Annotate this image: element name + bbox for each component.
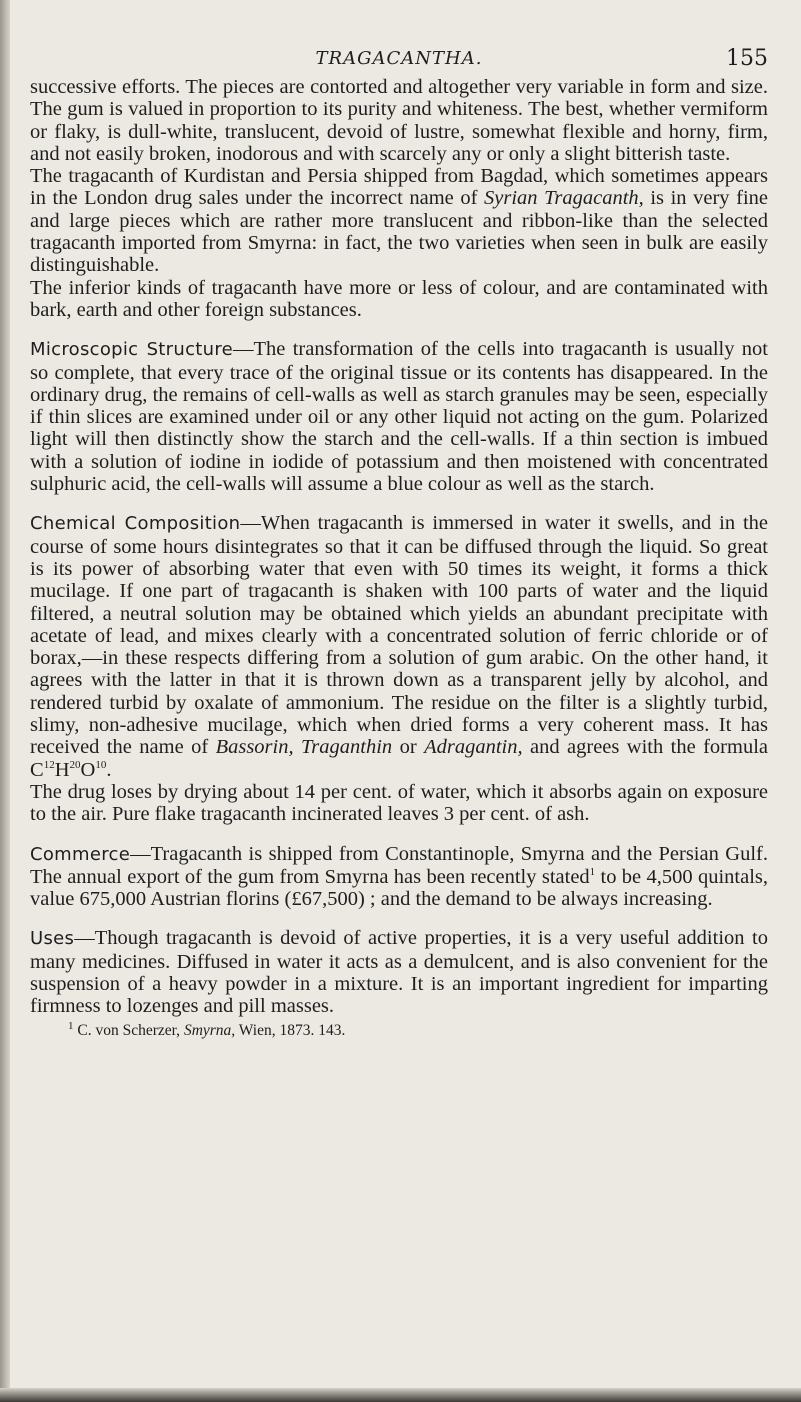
formula-element: O bbox=[80, 758, 96, 781]
formula-subscript: 10 bbox=[95, 758, 107, 771]
italic-term: Adragantin, bbox=[424, 736, 523, 759]
footnote-mark: 1 bbox=[68, 1019, 74, 1032]
paragraph: The drug loses by drying about 14 per cent. of water, which it absorbs again on exposure to the air. Pure flake tragacanth incinerated leaves 3 per cent. of ash. bbox=[30, 780, 768, 826]
text-run: The tragacanth of Kurdistan and Persia shipped from Bagdad, which sometimes appears in the London drug sales under the incorrect name of bbox=[30, 165, 768, 210]
section-heading: Microscopic Structure bbox=[30, 339, 234, 361]
section-heading: Chemical Composition bbox=[30, 513, 241, 535]
italic-term: Smyrna, bbox=[183, 1021, 236, 1039]
page-number: 155 bbox=[726, 46, 768, 71]
text-run: to be 4,500 quintals, value 675,000 Austrian florins (£67,500) ; and the demand to be always increasing. bbox=[30, 865, 768, 911]
page-shadow-bottom bbox=[0, 1388, 801, 1402]
paragraph: The inferior kinds of tragacanth have more or less of colour, and are contaminated with bark, earth and other foreign substances. bbox=[30, 276, 768, 321]
italic-term: Syrian Tragacanth, bbox=[484, 187, 644, 210]
text-run: —When tragacanth is immersed in water it swells, and in the course of some hours disintegrates so that it can be diffused through the liquid. So great is its power of absorbing water that even with 50 times its weight, it forms a thick mucilage. If one part of tragacanth is shaken with 100 parts of water and the liquid filtered, a neutral solution may be obtained which yields an abundant precipitate with acetate of lead, and mixes clearly with a concentrated solution of ferric chloride or of borax,—in these respects differing from a solution of gum arabic. On the other hand, it agrees with the latter in that it is thrown down as a transparent jelly by alcohol, and rendered turbid by oxalate of ammonium. The residue on the filter is a slightly turbid, slimy, non-adhesive mucilage, which when dried forms a very coherent mass. It has received the name of bbox=[30, 512, 768, 759]
paragraph-uses bbox=[30, 927, 768, 1017]
text-run: —The transformation of the cells into tragacanth is usually not so complete, that every trace of the original tissue or its contents has disappeared. In the ordinary drug, the remains of cell-walls as well as starch granules may be seen, especially if thin slices are examined under oil or any other liquid not acting on the gum. Polarized light will then distinctly show the starch and the cell-walls. If a thin section is imbued with a solution of iodine in iodide of potassium and then moistened with concentrated sulphuric acid, the cell-walls will assume a blue colour as well as the starch. bbox=[30, 338, 769, 496]
paragraph-chemical-composition bbox=[30, 512, 768, 781]
paragraph bbox=[30, 165, 768, 276]
text-run: and agrees with the formula C bbox=[30, 736, 768, 781]
page-header bbox=[30, 46, 768, 74]
paragraph: successive efforts. The pieces are contorted and altogether very variable in form and size. The gum is valued in proportion to its purity and whiteness. The best, whether vermiform or flaky, is dull-white, translucent, devoid of lustre, somewhat flexible and horny, firm, and not easily broken, inodorous and with scarcely any or only a slight bitterish taste. bbox=[30, 76, 768, 165]
text-run: C. von Scherzer, bbox=[73, 1021, 184, 1039]
italic-term: Bassorin, Traganthin bbox=[215, 736, 393, 759]
footnote bbox=[30, 1020, 768, 1042]
page-shadow-left bbox=[0, 0, 10, 1402]
paragraph-microscopic-structure bbox=[30, 338, 768, 495]
paragraph-commerce bbox=[30, 843, 768, 911]
formula-subscript: 12 bbox=[43, 758, 55, 771]
text-run: or bbox=[392, 736, 425, 759]
section-heading: Commerce bbox=[30, 843, 131, 865]
text-run: —Tragacanth is shipped from Constantinople, Smyrna and the Persian Gulf. The annual export of the gum from Smyrna has been recently stated bbox=[30, 842, 768, 888]
running-title: TRAGACANTHA. bbox=[315, 48, 483, 69]
text-run: Wien, 1873. 143. bbox=[235, 1021, 346, 1039]
text-run: . bbox=[106, 758, 112, 781]
formula-element: H bbox=[54, 758, 70, 781]
text-run: —Though tragacanth is devoid of active properties, it is a very useful addition to many medicines. Diffused in water it acts as a demulcent, and is also convenient for the suspension of a heavy powder in a mixture. It is an important ingredient for imparting firmness to lozenges and pill masses. bbox=[30, 927, 768, 1018]
formula-subscript: 20 bbox=[69, 758, 81, 771]
body-text bbox=[30, 76, 768, 1042]
text-run: is in very fine and large pieces which are rather more translucent and ribbon-like than the selected tragacanth imported from Smyrna: in fact, the two varieties when seen in bulk are easily distinguishable. bbox=[30, 187, 769, 277]
footnote-reference: 1 bbox=[589, 865, 596, 878]
section-heading: Uses bbox=[30, 928, 75, 950]
